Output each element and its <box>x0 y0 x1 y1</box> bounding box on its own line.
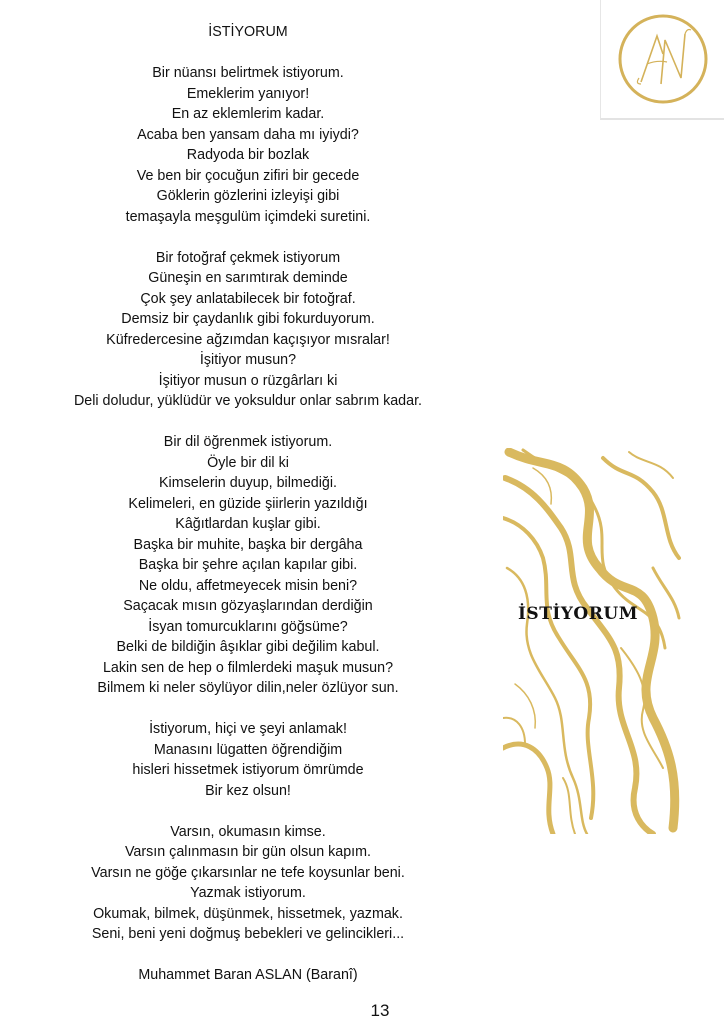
poem-author: Muhammet Baran ASLAN (Baranî) <box>138 967 358 983</box>
poem-line: İstiyorum, hiçi ve şeyi anlamak! <box>149 721 347 737</box>
poem-line: Bilmem ki neler söylüyor dilin,neler özlüyor sun. <box>97 680 399 696</box>
gold-marble-swirls-icon <box>503 448 681 834</box>
poem-line: Emeklerim yanıyor! <box>186 85 310 102</box>
poem-stanza <box>30 822 466 945</box>
poem-line: Bir nüansı belirtmek istiyorum. <box>152 65 344 81</box>
poem-line: Ne oldu, affetmeyecek misin beni? <box>138 577 358 594</box>
poem-line: İşitiyor musun o rüzgârları ki <box>158 372 338 389</box>
poem-line: hisleri hissetmek istiyorum ömrümde <box>132 762 364 778</box>
poem-line: En az eklemlerim kadar. <box>171 106 325 122</box>
poem-line: Ve ben bir çocuğun zifiri bir gecede <box>136 167 360 184</box>
poem-line: İşitiyor musun? <box>199 352 297 368</box>
poem-line: temaşayla meşgulüm içimdeki suretini. <box>125 208 371 225</box>
poem-stanza <box>30 248 466 412</box>
poem-stanza <box>30 63 466 227</box>
poem-line: Belki de bildiğin âşıklar gibi değilim kabul. <box>116 639 380 655</box>
poem-line: Deli doludur, yüklüdür ve yoksuldur onlar sabrım kadar. <box>73 393 423 409</box>
poem-line: Bir dil öğrenmek istiyorum. <box>163 434 333 450</box>
an-monogram-logo-icon <box>601 0 724 118</box>
poem-line: Varsın, okumasın kimse. <box>170 823 326 840</box>
poem-line: Kâğıtlardan kuşlar gibi. <box>175 516 321 532</box>
poem-line: Lakin sen de hep o filmlerdeki maşuk musun? <box>102 659 394 676</box>
poem-line: Öyle bir dil ki <box>207 454 289 471</box>
poem-line: Seni, beni yeni doğmuş bebekleri ve gelincikleri... <box>91 926 405 942</box>
poem-body <box>30 22 466 986</box>
poem-line: Kimselerin duyup, bilmediği. <box>159 475 337 491</box>
poem-stanza <box>30 719 466 801</box>
poem-line: Başka bir şehre açılan kapılar gibi. <box>138 557 358 573</box>
side-title: İSTİYORUM <box>517 604 639 624</box>
poem-line: Varsın ne göğe çıkarsınlar ne tefe koysunlar beni. <box>91 864 405 881</box>
poem-line: Küfredercesine ağzımdan kaçışıyor mısralar! <box>106 331 390 348</box>
poem-line: Acaba ben yansam daha mı iyiydi? <box>137 126 359 143</box>
poem-line: Bir fotoğraf çekmek istiyorum <box>155 249 341 266</box>
poem-line: Saçacak mısın gözyaşlarından derdiğin <box>123 598 373 614</box>
page-number: 13 <box>370 1001 390 1020</box>
poem-stanza <box>30 432 466 699</box>
poem-line: Varsın çalınmasın bir gün olsun kapım. <box>124 844 372 860</box>
poem-line: Güneşin en sarımtırak deminde <box>148 270 348 286</box>
poem-stanzas <box>30 63 466 945</box>
poem-line: Göklerin gözlerini izleyişi gibi <box>156 188 340 204</box>
poem-line: Radyoda bir bozlak <box>186 147 310 163</box>
poem-line: Başka bir muhite, başka bir dergâha <box>133 536 363 553</box>
poem-line: Yazmak istiyorum. <box>190 885 306 901</box>
logo-panel <box>600 0 724 120</box>
poem-line: Bir kez olsun! <box>205 782 291 799</box>
poem-line: İsyan tomurcuklarını göğsüme? <box>148 618 348 635</box>
poem-line: Demsiz bir çaydanlık gibi fokurduyorum. <box>121 311 375 327</box>
poem-line: Manasını lügatten öğrendiğim <box>153 741 343 758</box>
poem-title: İSTİYORUM <box>208 24 288 40</box>
poem-line: Okumak, bilmek, düşünmek, hissetmek, yazmak. <box>93 905 403 922</box>
poem-line: Çok şey anlatabilecek bir fotoğraf. <box>140 290 356 307</box>
poem-line: Kelimeleri, en güzide şiirlerin yazıldığı <box>128 495 368 512</box>
